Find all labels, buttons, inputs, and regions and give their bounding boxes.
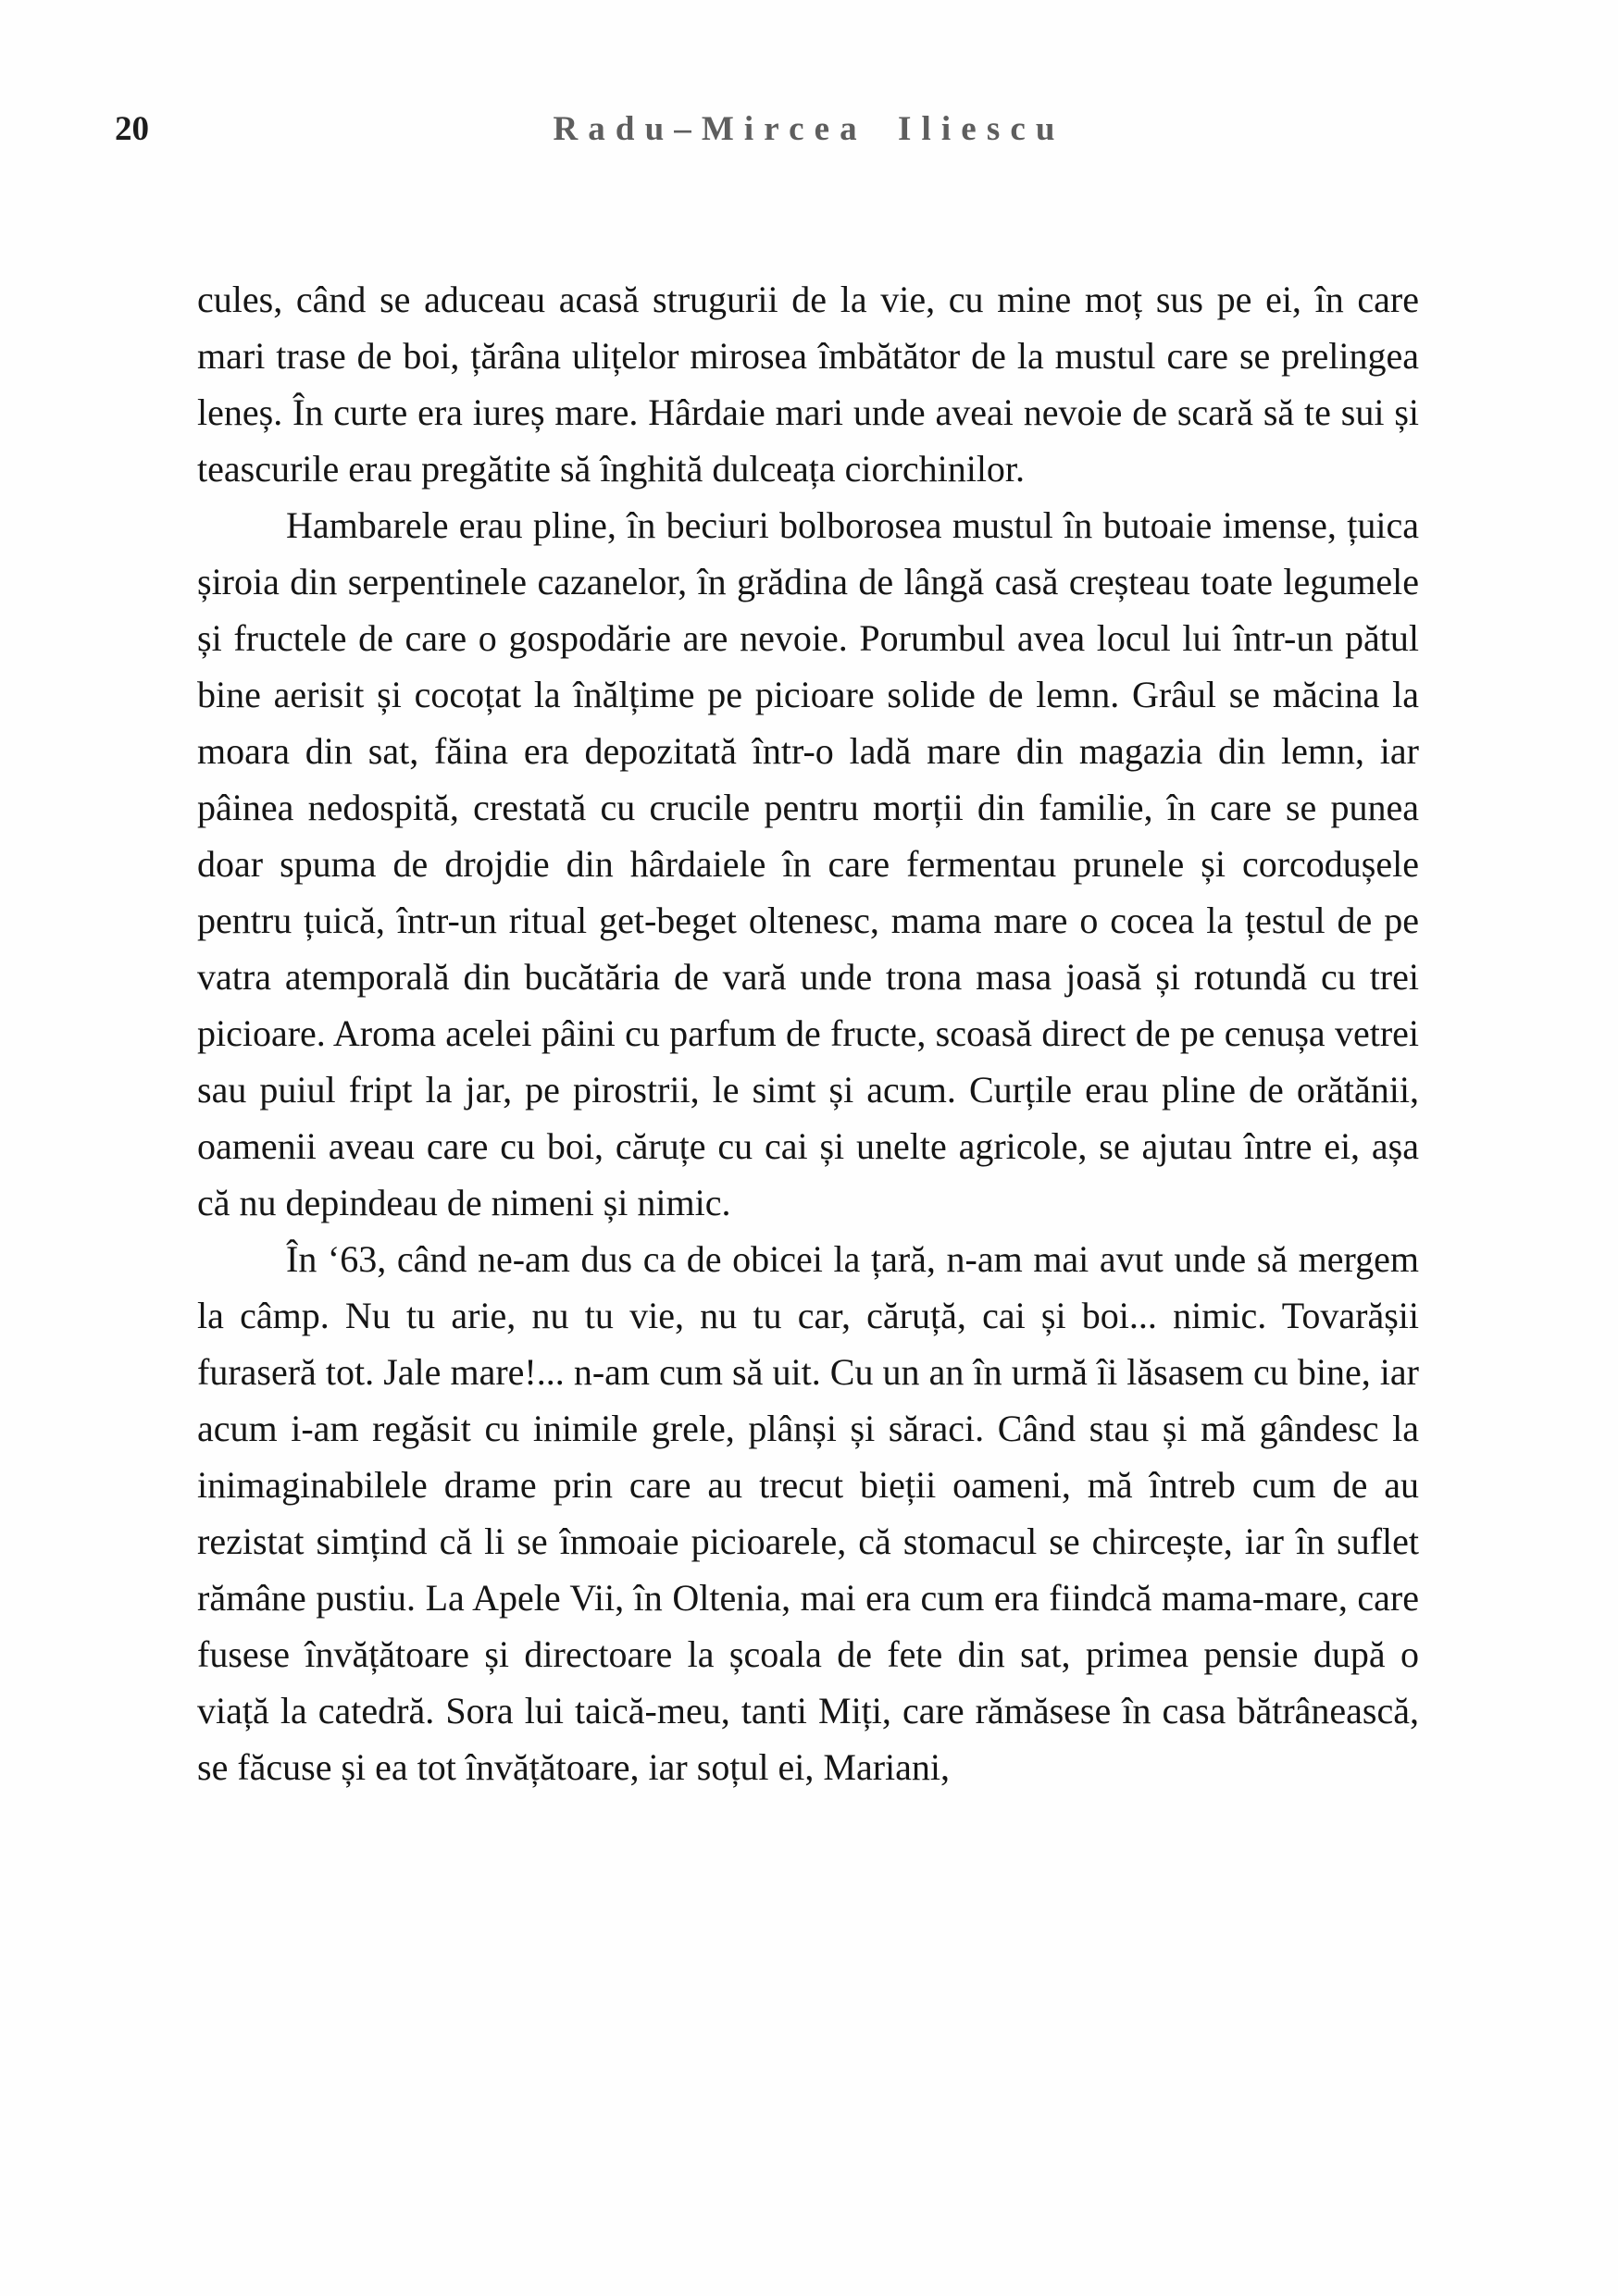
page-number: 20: [115, 110, 149, 148]
paragraph: În ‘63, când ne-am dus ca de obicei la țară, n-am mai avut unde să mergem la câmp. Nu tu arie, nu tu vie, nu tu car, căruță, cai și boi... nimic. Tovarășii furaseră tot. Jale mare!... n-am cum să uit. Cu un an în urmă îi lăsasem cu bine, iar acum i-am regăsit cu inimile grele, plânși și săraci. Când stau și mă gândesc la inimaginabilele drame prin care au trecut bieții oameni, mă întreb cum de au rezistat simțind că li se înmoaie picioarele, că stomacul se chircește, iar în suflet rămâne pustiu. La Apele Vii, în Oltenia, mai era cum era fiindcă mama-mare, care fusese învățătoare și directoare la școala de fete din sat, primea pensie după o viață la catedră. Sora lui taică-meu, tanti Miți, care rămăsese în casa bătrânească, se făcuse și ea tot învățătoare, iar soțul ei, Mariani,: [197, 1238, 1419, 1788]
page-header: [0, 109, 1618, 157]
paragraph-continuation: cules, când se aduceau acasă strugurii de la vie, cu mine moț sus pe ei, în care mari trase de boi, țărâna ulițelor mirosea îmbătător de la mustul care se prelingea leneș. În curte era iureș mare. Hârdaie mari unde aveai nevoie de scară să te sui și teascurile erau pregătite să înghită dulceața ciorchinilor.: [197, 279, 1419, 490]
running-header: Radu–Mircea Iliescu: [553, 110, 1065, 148]
paragraph: Hambarele erau pline, în beciuri bolborosea mustul în butoaie imense, țuica șiroia din serpentinele cazanelor, în grădina de lângă casă creșteau toate legumele și fructele de care o gospodărie are nevoie. Porumbul avea locul lui într-un pătul bine aerisit și cocoțat la înălțime pe picioare solide de lemn. Grâul se măcina la moara din sat, făina era depozitată într-o ladă mare din magazia din lemn, iar pâinea nedospită, crestată cu crucile pentru morții din familie, în care se punea doar spuma de drojdie din hârdaiele în care fermentau prunele și corcodușele pentru țuică, într-un ritual get-beget oltenesc, mama mare o cocea la țestul de pe vatra atemporală din bucătăria de vară unde trona masa joasă și rotundă cu trei picioare. Aroma acelei pâini cu parfum de fructe, scoasă direct de pe cenușa vetrei sau puiul fript la jar, pe pirostrii, le simt și acum. Curțile erau pline de orătănii, oamenii aveau care cu boi, căruțe cu cai și unelte agricole, se ajutau între ei, așa că nu depindeau de nimeni și nimic.: [197, 504, 1419, 1223]
body-text: [197, 271, 1419, 1795]
